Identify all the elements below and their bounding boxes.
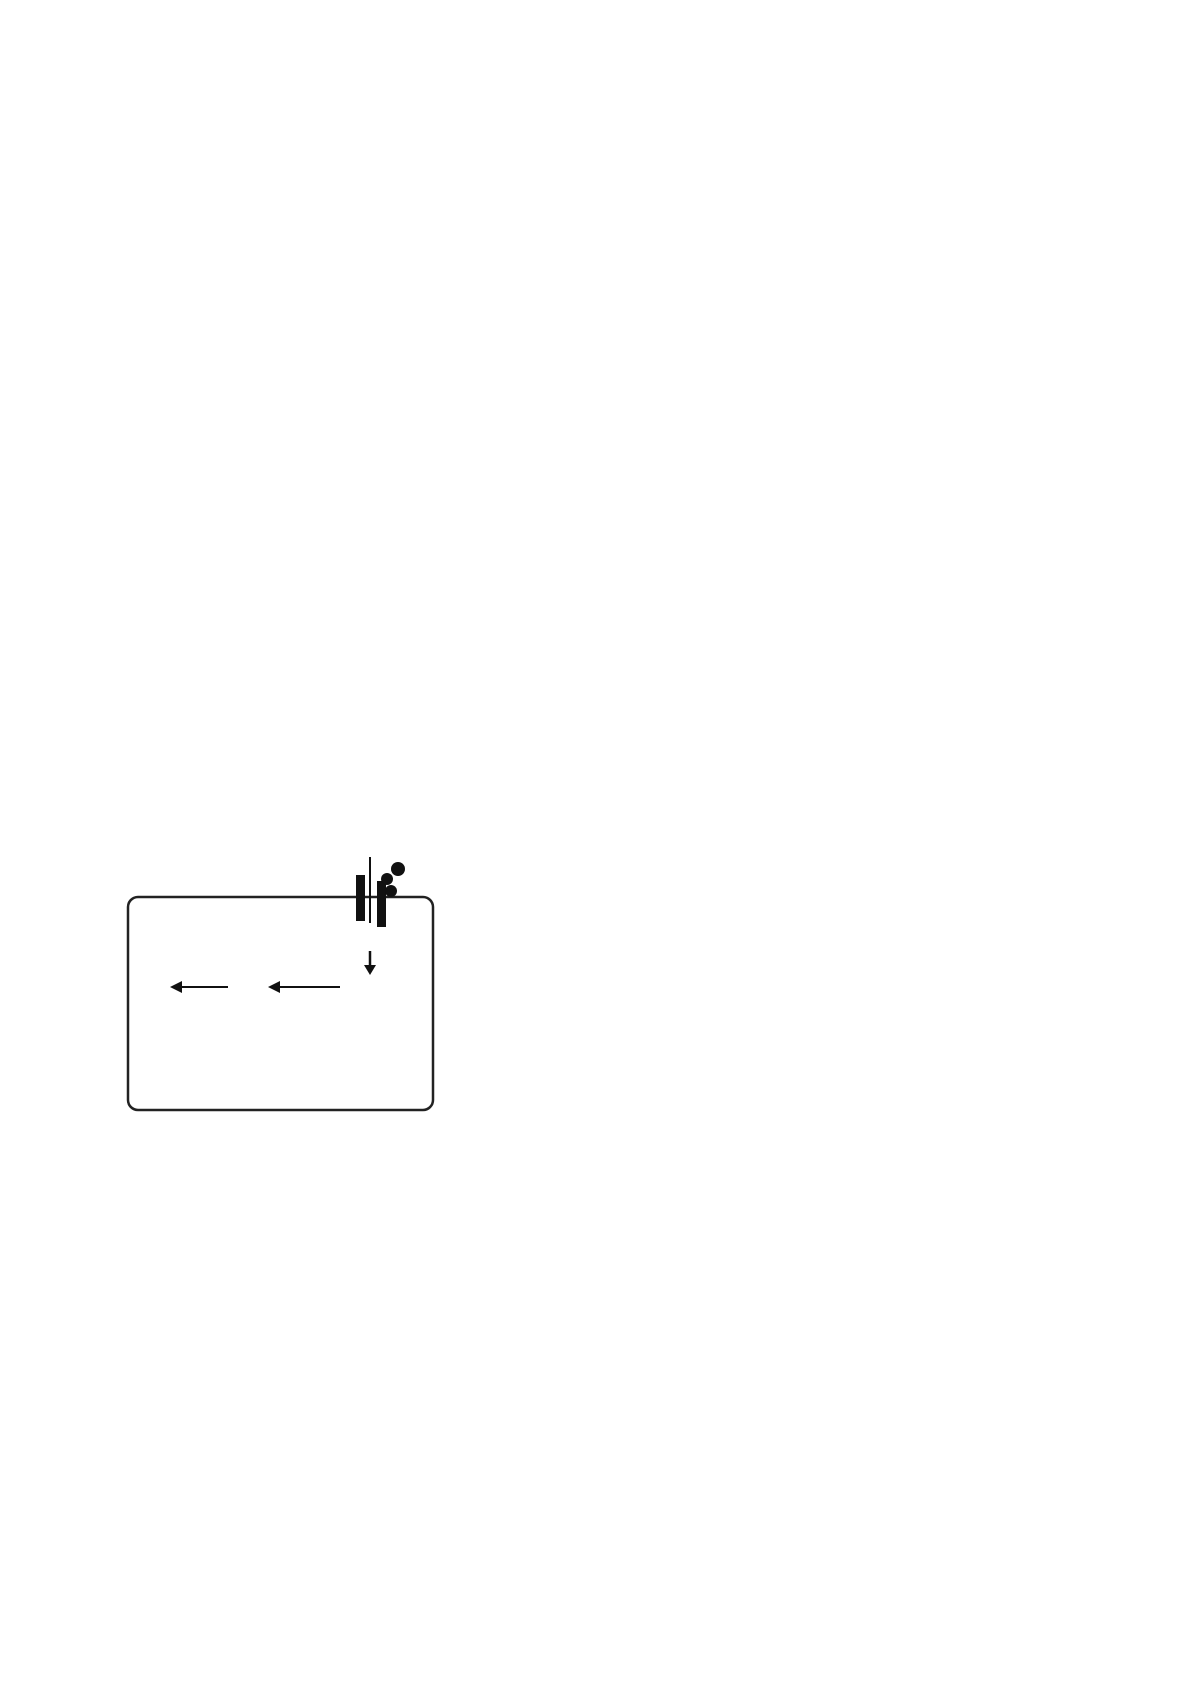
- trpv1-channel-left: [356, 875, 365, 921]
- capsaicin-molecule: [381, 873, 393, 885]
- capsaicin-molecule: [385, 885, 397, 897]
- trpv1-channel-right: [377, 881, 386, 927]
- figure-1-mechanism-diagram: [120, 855, 450, 1120]
- neuron-cell-outline: [128, 897, 433, 1110]
- capsaicin-molecule: [391, 862, 405, 876]
- figure-2-bar-chart: [500, 855, 800, 1125]
